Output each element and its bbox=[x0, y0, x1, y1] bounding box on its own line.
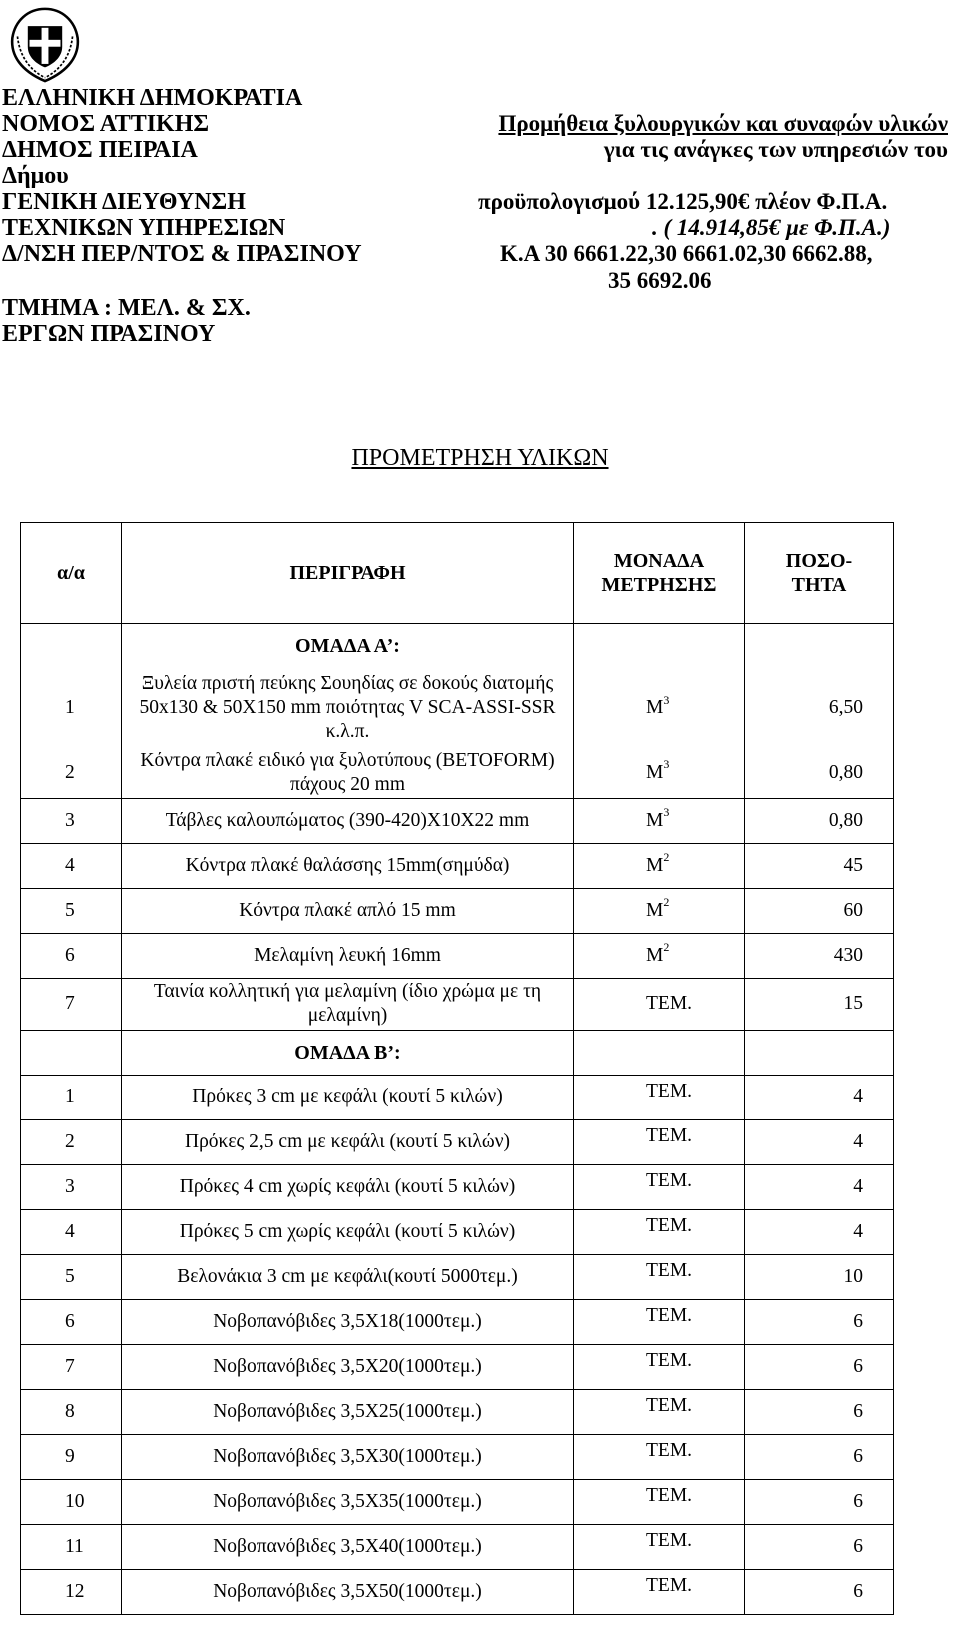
row-unit: ΤΕΜ. bbox=[574, 1524, 745, 1569]
row-unit bbox=[574, 668, 745, 748]
row-qty: 15 bbox=[745, 978, 894, 1030]
row-qty: 6 bbox=[745, 1524, 894, 1569]
table-row bbox=[21, 1389, 894, 1434]
header-desc: ΠΕΡΙΓΡΑΦΗ bbox=[122, 523, 574, 624]
row-unit: ΤΕΜ. bbox=[574, 1479, 745, 1524]
header-left-line: ΤΜΗΜΑ : ΜΕΛ. & ΣΧ. bbox=[2, 295, 251, 321]
row-desc: Νοβοπανόβιδες 3,5Χ50(1000τεμ.) bbox=[122, 1569, 574, 1614]
greek-emblem-icon bbox=[2, 2, 88, 88]
header-left-line: ΓΕΝΙΚΗ ΔΙΕΥΘΥΝΣΗ bbox=[2, 189, 246, 215]
unit-text: Μ bbox=[646, 697, 664, 718]
row-unit: ΤΕΜ. bbox=[574, 1389, 745, 1434]
budget-vat-line: . ( 14.914,85€ με Φ.Π.Α.) bbox=[652, 215, 891, 240]
row-num: 2 bbox=[21, 1119, 122, 1164]
row-desc: Μελαμίνη λευκή 16mm bbox=[122, 933, 574, 978]
row-num: 4 bbox=[21, 843, 122, 888]
row-unit: ΤΕΜ. bbox=[574, 1434, 745, 1479]
unit-text: Μ bbox=[646, 809, 664, 831]
row-num: 5 bbox=[21, 1254, 122, 1299]
document-title: ΠΡΟΜΕΤΡΗΣΗ ΥΛΙΚΩΝ bbox=[351, 445, 609, 471]
header-num: α/α bbox=[21, 523, 122, 624]
row-num: 11 bbox=[21, 1524, 122, 1569]
row-qty: 4 bbox=[745, 1164, 894, 1209]
ka-line: 35 6692.06 bbox=[608, 268, 712, 293]
row-desc: Ξυλεία πριστή πεύκης Σουηδίας σε δοκούς διατομής 50x130 & 50Χ150 mm ποιότητας V SCA-ASSI-SSR κ.λ.π. bbox=[122, 668, 574, 748]
row-desc: Πρόκες 5 cm χωρίς κεφάλι (κουτί 5 κιλών) bbox=[122, 1209, 574, 1254]
row-unit bbox=[574, 933, 745, 978]
row-qty: 45 bbox=[745, 843, 894, 888]
row-qty: 6 bbox=[745, 1299, 894, 1344]
table-row bbox=[21, 1119, 894, 1164]
header-left-line: ΔΗΜΟΣ ΠΕΙΡΑΙΑ bbox=[2, 137, 198, 163]
table-header-row bbox=[21, 523, 894, 624]
header-left-line: ΝΟΜΟΣ ΑΤΤΙΚΗΣ bbox=[2, 111, 210, 137]
row-qty: 60 bbox=[745, 888, 894, 933]
row-unit: ΤΕΜ. bbox=[574, 1075, 745, 1119]
row-unit: ΤΕΜ. bbox=[574, 1209, 745, 1254]
row-qty: 4 bbox=[745, 1119, 894, 1164]
unit-exponent: 2 bbox=[663, 850, 670, 864]
budget-line: προϋπολογισμού 12.125,90€ πλέον Φ.Π.Α. bbox=[478, 189, 888, 214]
table-row bbox=[21, 1299, 894, 1344]
unit-exponent: 3 bbox=[663, 692, 670, 707]
row-desc: Πρόκες 3 cm με κεφάλι (κουτί 5 κιλών) bbox=[122, 1075, 574, 1119]
row-unit bbox=[574, 798, 745, 843]
row-unit: ΤΕΜ. bbox=[574, 1344, 745, 1389]
row-unit: ΤΕΜ. bbox=[574, 1254, 745, 1299]
header-unit bbox=[574, 523, 745, 624]
row-unit: ΤΕΜ. bbox=[574, 1299, 745, 1344]
row-desc: Πρόκες 2,5 cm με κεφάλι (κουτί 5 κιλών) bbox=[122, 1119, 574, 1164]
row-qty: 6 bbox=[745, 1389, 894, 1434]
row-unit bbox=[574, 748, 745, 798]
table-row bbox=[21, 1254, 894, 1299]
row-desc: Νοβοπανόβιδες 3,5Χ30(1000τεμ.) bbox=[122, 1434, 574, 1479]
group-row bbox=[21, 1030, 894, 1075]
row-unit: ΤΕΜ. bbox=[574, 1119, 745, 1164]
group-b-label: ΟΜΑΔΑ Β’: bbox=[122, 1030, 574, 1075]
row-desc: Τάβλες καλουπώματος (390-420)Χ10Χ22 mm bbox=[122, 798, 574, 843]
header-qty-line: ΠΟΣΟ- bbox=[785, 550, 853, 572]
header-left-line: Δ/ΝΣΗ ΠΕΡ/ΝΤΟΣ & ΠΡΑΣΙΝΟΥ bbox=[2, 241, 362, 267]
row-desc: Νοβοπανόβιδες 3,5Χ25(1000τεμ.) bbox=[122, 1389, 574, 1434]
row-num: 7 bbox=[21, 978, 122, 1030]
header-left-line: Δήμου bbox=[2, 163, 69, 189]
row-desc: Πρόκες 4 cm χωρίς κεφάλι (κουτί 5 κιλών) bbox=[122, 1164, 574, 1209]
subject-line: για τις ανάγκες των υπηρεσιών του bbox=[603, 137, 948, 162]
unit-text: Μ bbox=[646, 761, 664, 783]
row-desc: Κόντρα πλακέ απλό 15 mm bbox=[122, 888, 574, 933]
header-unit-line: ΜΕΤΡΗΣΗΣ bbox=[601, 574, 717, 596]
row-qty: 4 bbox=[745, 1075, 894, 1119]
table-row bbox=[21, 843, 894, 888]
row-num: 3 bbox=[21, 1164, 122, 1209]
row-num: 1 bbox=[21, 1075, 122, 1119]
table-row bbox=[21, 748, 894, 798]
header-left-line: ΤΕΧΝΙΚΩΝ ΥΠΗΡΕΣΙΩΝ bbox=[2, 215, 286, 241]
materials-table bbox=[20, 522, 894, 1615]
group-row bbox=[21, 624, 894, 669]
header-unit-line: ΜΟΝΑΔΑ bbox=[613, 550, 705, 572]
row-qty: 6 bbox=[745, 1479, 894, 1524]
table-row bbox=[21, 978, 894, 1030]
row-num: 7 bbox=[21, 1344, 122, 1389]
row-unit bbox=[574, 843, 745, 888]
row-qty: 6 bbox=[745, 1569, 894, 1614]
row-qty: 0,80 bbox=[745, 748, 894, 798]
group-a-label: ΟΜΑΔΑ Α’: bbox=[122, 624, 574, 669]
table-row bbox=[21, 1164, 894, 1209]
row-qty: 6 bbox=[745, 1344, 894, 1389]
row-num: 5 bbox=[21, 888, 122, 933]
table-row bbox=[21, 668, 894, 748]
unit-text: Μ bbox=[646, 854, 664, 876]
row-desc: Νοβοπανόβιδες 3,5Χ35(1000τεμ.) bbox=[122, 1479, 574, 1524]
row-qty: 430 bbox=[745, 933, 894, 978]
header-qty bbox=[745, 523, 894, 624]
row-desc: Ταινία κολλητική για μελαμίνη (ίδιο χρώμα με τη μελαμίνη) bbox=[122, 978, 574, 1030]
row-num: 12 bbox=[21, 1569, 122, 1614]
row-qty: 6,50 bbox=[745, 668, 894, 748]
header-left-line: ΕΛΛΗΝΙΚΗ ΔΗΜΟΚΡΑΤΙΑ bbox=[2, 85, 303, 111]
header-qty-line: ΤΗΤΑ bbox=[791, 574, 847, 596]
row-num: 10 bbox=[21, 1479, 122, 1524]
row-qty: 0,80 bbox=[745, 798, 894, 843]
row-num: 3 bbox=[21, 798, 122, 843]
header-left-line: ΕΡΓΩΝ ΠΡΑΣΙΝΟΥ bbox=[2, 321, 216, 347]
row-desc: Νοβοπανόβιδες 3,5Χ20(1000τεμ.) bbox=[122, 1344, 574, 1389]
row-num: 9 bbox=[21, 1434, 122, 1479]
ka-line: Κ.Α 30 6661.22,30 6661.02,30 6662.88, bbox=[500, 241, 873, 266]
unit-exponent: 2 bbox=[663, 895, 670, 909]
unit-exponent: 3 bbox=[663, 805, 670, 819]
row-unit: ΤΕΜ. bbox=[574, 978, 745, 1030]
row-qty: 6 bbox=[745, 1434, 894, 1479]
unit-text: Μ bbox=[646, 899, 664, 921]
table-row bbox=[21, 798, 894, 843]
table-row bbox=[21, 1075, 894, 1119]
row-desc: Νοβοπανόβιδες 3,5Χ18(1000τεμ.) bbox=[122, 1299, 574, 1344]
row-unit: ΤΕΜ. bbox=[574, 1569, 745, 1614]
table-row bbox=[21, 1209, 894, 1254]
row-num: 2 bbox=[21, 748, 122, 798]
row-unit: ΤΕΜ. bbox=[574, 1164, 745, 1209]
table-row bbox=[21, 1434, 894, 1479]
row-num: 8 bbox=[21, 1389, 122, 1434]
table-row bbox=[21, 888, 894, 933]
unit-text: Μ bbox=[646, 944, 664, 966]
unit-exponent: 2 bbox=[663, 940, 670, 954]
unit-exponent: 3 bbox=[663, 757, 670, 772]
row-num: 6 bbox=[21, 933, 122, 978]
row-qty: 10 bbox=[745, 1254, 894, 1299]
row-desc: Κόντρα πλακέ ειδικό για ξυλοτύπους (BETOFORM) πάχους 20 mm bbox=[122, 748, 574, 798]
row-desc: Βελονάκια 3 cm με κεφάλι(κουτί 5000τεμ.) bbox=[122, 1254, 574, 1299]
row-unit bbox=[574, 888, 745, 933]
row-num: 4 bbox=[21, 1209, 122, 1254]
table-row bbox=[21, 1569, 894, 1614]
row-desc: Νοβοπανόβιδες 3,5Χ40(1000τεμ.) bbox=[122, 1524, 574, 1569]
row-num: 6 bbox=[21, 1299, 122, 1344]
table-row bbox=[21, 933, 894, 978]
table-row bbox=[21, 1524, 894, 1569]
table-row bbox=[21, 1344, 894, 1389]
row-desc: Κόντρα πλακέ θαλάσσης 15mm(σημύδα) bbox=[122, 843, 574, 888]
row-num: 1 bbox=[21, 668, 122, 748]
row-qty: 4 bbox=[745, 1209, 894, 1254]
subject-line: Προμήθεια ξυλουργικών και συναφών υλικών bbox=[498, 111, 948, 136]
table-row bbox=[21, 1479, 894, 1524]
